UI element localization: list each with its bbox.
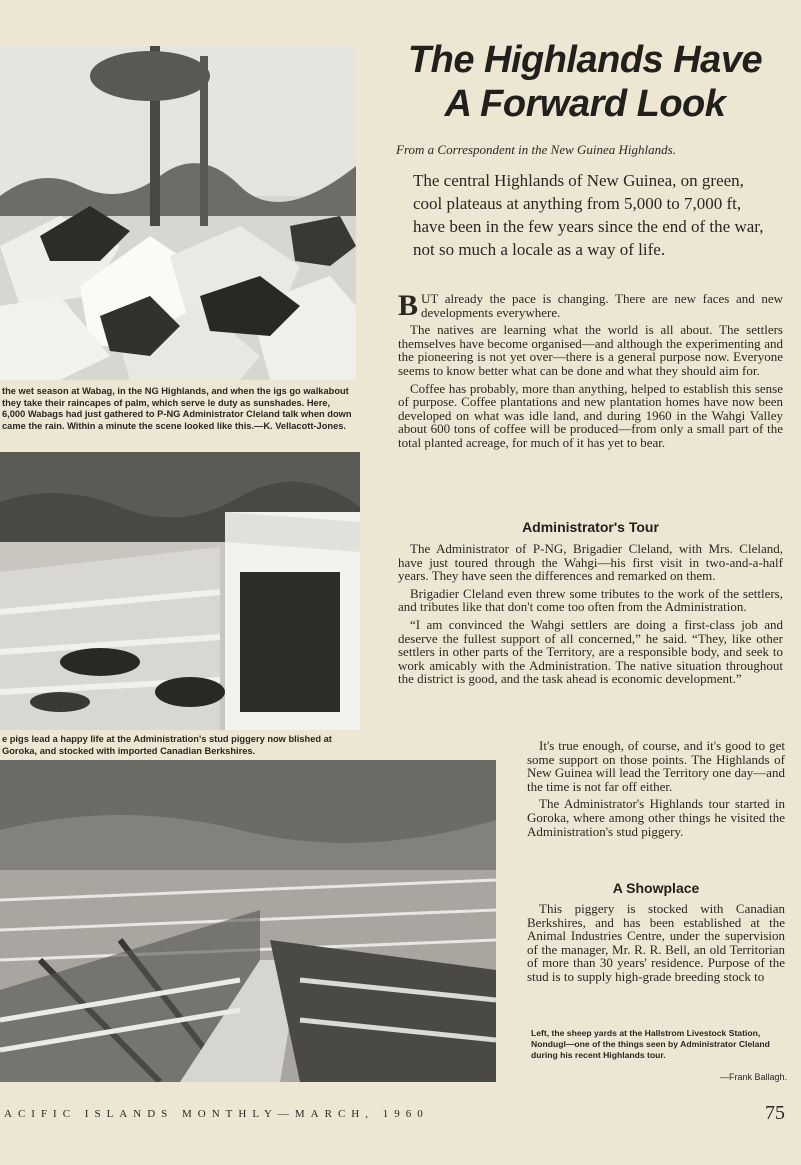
- paragraph-3: Coffee has probably, more than anything, helped to establish this sense of purpose. Coffee plantations and new plantation homes have now been developed on what was idle land, and during 1960 in the Wahgi Valley about 600 tons of coffee will be produced—from only a small part of the total planted acreage, for much of it has yet to bear.: [398, 380, 783, 450]
- intro-paragraph: The central Highlands of New Guinea, on green, cool plateaus at anything from 5,000 to 7,000 ft, have been in the few years since the end of the war, not so much a locale as a way of life.: [413, 171, 764, 259]
- body-column-upper: [398, 289, 783, 454]
- subhead-administrators-tour: Administrator's Tour: [522, 519, 659, 535]
- paragraph-9: This piggery is stocked with Canadian Berkshires, and has been established at the Animal Industries Centre, under the supervision of the manager, Mr. R. R. Bell, an old Territorian of more than 30 years' residence. Purpose of the stud is to supply high-grade breeding stock to: [527, 901, 785, 984]
- photo-sheep-yards: [0, 760, 496, 1082]
- photo-wabag-crowd: [0, 46, 356, 380]
- paragraph-5: Brigadier Cleland even threw some tributes to the work of the settlers, and tributes like that don't come too often from the Administration.: [398, 585, 783, 615]
- paragraph-7: It's true enough, of course, and it's good to get some support on those points. The Highlands of New Guinea will lead the Territory one day—and the time is not far off either.: [527, 738, 785, 794]
- paragraph-6: “I am convinced the Wahgi settlers are doing a first-class job and deserve the fullest support of all concerned,” he said. “They, like other settlers in other parts of the Territory, are a responsible body, and seek to work amicably with the Administration. The native situation throughout the district is good, and the task ahead is economic development.”: [398, 616, 783, 687]
- page-number: 75: [765, 1102, 785, 1124]
- body-column-narrow-lower: [527, 902, 785, 988]
- body-column-middle: [398, 542, 783, 690]
- article-title-line2: A Forward Look: [444, 83, 726, 125]
- body-column-narrow: [527, 739, 785, 842]
- paragraph-1: UT already the pace is changing. There are new faces and new developments everywhere.: [421, 291, 783, 320]
- article-title-line1: The Highlands Have: [407, 39, 763, 81]
- byline: From a Correspondent in the New Guinea Highlands.: [396, 142, 676, 157]
- paragraph-2: The natives are learning what the world is all about. The settlers themselves have become organised—and although the experimenting and the pioneering is not yet over—there is a general purpose now. Everyone seems to know better what can be done and what they should aim for.: [398, 322, 783, 378]
- photo3-caption: Left, the sheep yards at the Hallstrom Livestock Station, Nondugl—one of the things seen by Administrator Cleland during his recent Highlands tour.: [531, 1028, 770, 1060]
- subhead-a-showplace: A Showplace: [612, 880, 700, 896]
- page-footer: ACIFIC ISLANDS MONTHLY—MARCH, 1960: [4, 1108, 429, 1120]
- photo-stud-piggery: [0, 452, 360, 730]
- photo1-caption: the wet season at Wabag, in the NG Highlands, and when the igs go walkabout they take their raincapes of palm, which serve le duty as sunshades. Here, 6,000 Wabags had just gathered to P-NG Administrator Cleland talk when down came the rain. Within a minute the scene looked like this.—K. Vellacott-Jones.: [2, 386, 352, 431]
- photo3-credit: —Frank Ballagh.: [719, 1072, 787, 1082]
- dropcap: B: [398, 289, 419, 322]
- paragraph-8: The Administrator's Highlands tour started in Goroka, where among other things he visited the Administration's stud piggery.: [527, 796, 785, 839]
- paragraph-4: The Administrator of P-NG, Brigadier Cleland, with Mrs. Cleland, have just toured through the Wahgi—his first visit in two-and-a-half years. They have seen the differences and remarked on them.: [398, 541, 783, 584]
- photo2-caption: e pigs lead a happy life at the Administration's stud piggery now blished at Goroka, and stocked with imported Canadian Berkshires.: [2, 734, 332, 756]
